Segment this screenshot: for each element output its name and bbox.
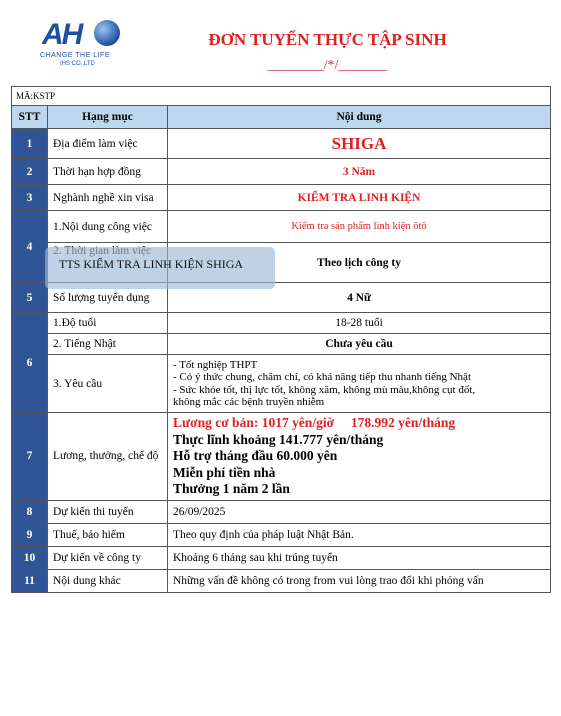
row-value: SHIGA [168,129,551,159]
table-row [12,129,551,159]
row-item: Thời hạn hợp đồng [48,159,168,185]
table-row [12,500,551,523]
table-row [12,569,551,592]
table-row [12,546,551,569]
row-number: 9 [12,523,48,546]
logo-mark: AH [42,18,82,51]
row-value: Những vấn đề không có trong from vui lòng trao đổi khi phỏng vấn [168,569,551,592]
row-number: 11 [12,569,48,592]
table-row [12,334,551,355]
row-value: KIỂM TRA LINH KIỆN [168,185,551,211]
row-item: Lương, thưởng, chế độ [48,413,168,501]
requirements-list [168,355,551,413]
row-number: 5 [12,283,48,313]
requirement-line: - Sức khỏe tốt, thị lực tốt, không xăm, không mù màu,không cụt đốt, [173,383,476,396]
logo-tagline: CHANGE THE LIFE [40,52,110,59]
table-row [12,313,551,334]
row-value: Theo lịch công ty [168,243,551,283]
form-code: MÃ:KSTP [12,87,551,106]
table-row [12,211,551,243]
row-item: Nghành nghề xin visa [48,185,168,211]
table-row [12,185,551,211]
row-item: Dự kiến về công ty [48,546,168,569]
row-number: 4 [12,211,48,283]
page-title: ĐƠN TUYỂN THỰC TẬP SINH [208,30,447,49]
row-item: 1.Độ tuổi [48,313,168,334]
row-item: Nội dung khác [48,569,168,592]
table-row [12,413,551,501]
table-row [12,355,551,413]
row-value: Khoảng 6 tháng sau khi trúng tuyển [168,546,551,569]
requirement-line: không mắc các bệnh truyền nhiễm [173,396,325,408]
row-number: 7 [12,413,48,501]
row-number: 2 [12,159,48,185]
row-value: 4 Nữ [168,283,551,313]
caption-overlay: TTS KIỂM TRA LINH KIỆN SHIGA [45,247,275,289]
row-value: 3 Năm [168,159,551,185]
row-item: Dự kiến thi tuyển [48,500,168,523]
row-value: Theo quy định của pháp luật Nhật Bản. [168,523,551,546]
pay-line: Miễn phí tiền nhà [173,464,276,480]
company-logo [38,16,130,78]
col-content: Nội dung [168,106,551,129]
row-item: 3. Yêu cầu [48,355,168,413]
job-table [11,86,551,593]
table-row [12,159,551,185]
row-value: 18-28 tuổi [168,313,551,334]
requirement-line: - Tốt nghiệp THPT [173,358,258,371]
row-number: 3 [12,185,48,211]
row-item: Số lượng tuyển dụng [48,283,168,313]
salary-block [168,413,551,501]
row-item: 2. Tiếng Nhật [48,334,168,355]
salary-line: Lương cơ bản: 1017 yên/giờ 178.992 yên/tháng [173,415,456,430]
row-value: Chưa yêu cầu [168,334,551,355]
pay-line: Thưởng 1 năm 2 lần [173,481,290,496]
col-item: Hạng mục [48,106,168,129]
row-value: 26/09/2025 [168,500,551,523]
col-stt: STT [12,106,48,129]
logo-company: IHS CO.,LTD [60,61,95,67]
requirement-line: - Có ý thức chung, chăm chỉ, có khả năng tiếp thu nhanh tiếng Nhật [173,371,471,383]
row-number: 6 [12,313,48,413]
globe-icon [94,20,120,46]
row-item: 1.Nội dung công việc [48,211,168,243]
pay-line: Hỗ trợ tháng đầu 60.000 yên [173,448,338,463]
row-value: Kiểm tra sản phẩm linh kiện ôtô [168,211,551,243]
table-header-row [12,106,551,129]
pay-line: Thực lĩnh khoảng 141.777 yên/tháng [173,431,384,447]
row-number: 1 [12,129,48,159]
table-row [12,523,551,546]
row-number: 10 [12,546,48,569]
page-subtitle: ________/*/_______ [267,58,388,73]
row-item: Thuế, bảo hiểm [48,523,168,546]
row-item: Địa điểm làm việc [48,129,168,159]
row-number: 8 [12,500,48,523]
